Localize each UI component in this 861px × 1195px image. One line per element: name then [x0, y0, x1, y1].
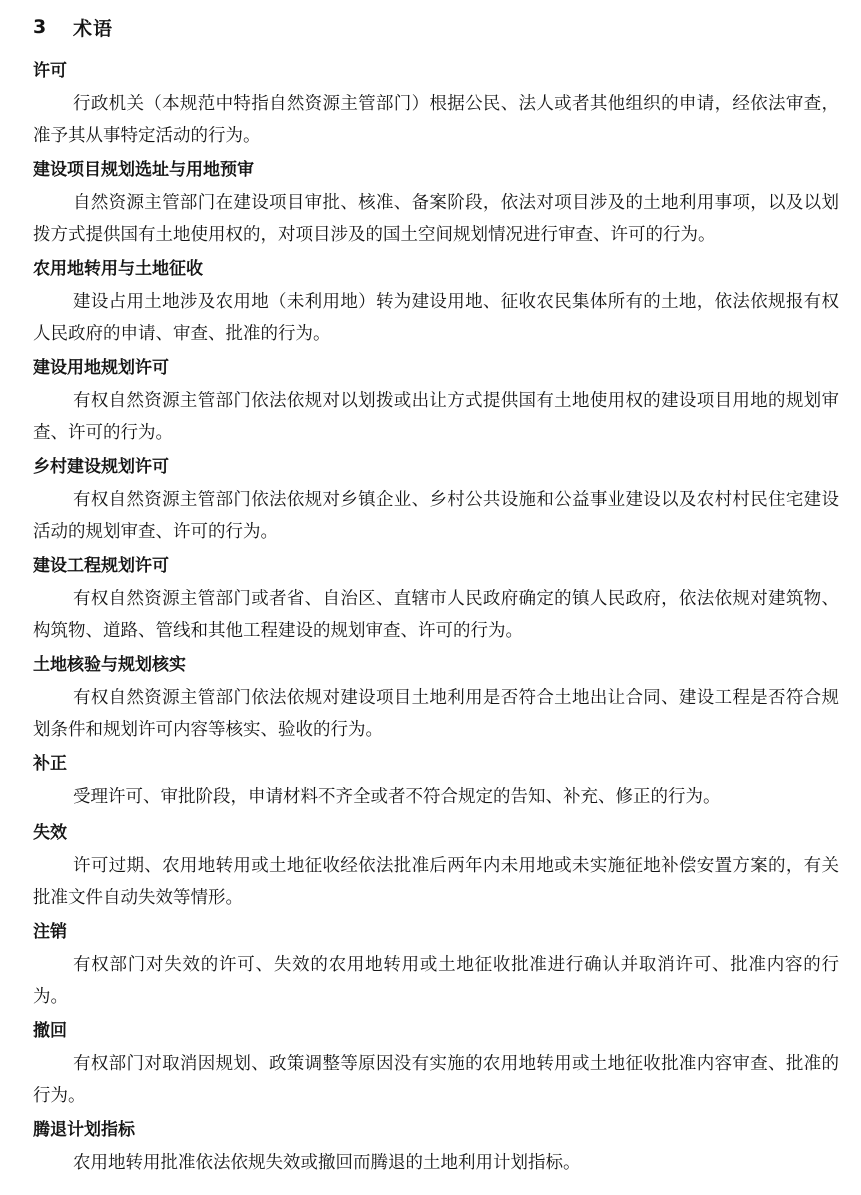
term-definition: 有权自然资源主管部门依法依规对建设项目土地利用是否符合土地出让合同、建设工程是否符合规划条件和规划许可内容等核实、验收的行为。: [33, 688, 839, 740]
section-title: 术语: [73, 17, 114, 40]
term-definition: 许可过期、农用地转用或土地征收经依法批准后两年内未用地或未实施征地补偿安置方案的，有关批准文件自动失效等情形。: [33, 856, 839, 908]
term-heading: 失效: [33, 823, 67, 843]
term-definition: 建设占用土地涉及农用地（未利用地）转为建设用地、征收农民集体所有的土地，依法依规报有权人民政府的申请、审查、批准的行为。: [33, 292, 839, 344]
term-heading: 腾退计划指标: [33, 1120, 135, 1140]
term-definition: 有权自然资源主管部门依法依规对乡镇企业、乡村公共设施和公益事业建设以及农村村民住宅建设活动的规划审查、许可的行为。: [33, 490, 839, 542]
term-heading: 土地核验与规划核实: [33, 655, 186, 675]
term-definition: 自然资源主管部门在建设项目审批、核准、备案阶段，依法对项目涉及的土地利用事项，以及以划拨方式提供国有土地使用权的，对项目涉及的国土空间规划情况进行审查、许可的行为。: [33, 193, 839, 245]
term-heading: 注销: [33, 922, 67, 942]
term-heading: 建设项目规划选址与用地预审: [33, 160, 254, 180]
term-definition: 有权自然资源主管部门或者省、自治区、直辖市人民政府确定的镇人民政府，依法依规对建筑物、构筑物、道路、管线和其他工程建设的规划审查、许可的行为。: [33, 589, 839, 641]
term-heading: 乡村建设规划许可: [33, 457, 169, 477]
term-heading: 建设用地规划许可: [33, 358, 169, 378]
term-definition: 行政机关（本规范中特指自然资源主管部门）根据公民、法人或者其他组织的申请，经依法审查，准予其从事特定活动的行为。: [33, 94, 839, 146]
term-heading: 农用地转用与土地征收: [33, 259, 203, 279]
term-heading: 建设工程规划许可: [33, 556, 169, 576]
term-definition: 受理许可、审批阶段，申请材料不齐全或者不符合规定的告知、补充、修正的行为。: [73, 787, 721, 807]
term-definition: 有权自然资源主管部门依法依规对以划拨或出让方式提供国有土地使用权的建设项目用地的规划审查、许可的行为。: [33, 391, 839, 443]
section-heading: [33, 14, 113, 40]
term-definition: 农用地转用批准依法依规失效或撤回而腾退的土地利用计划指标。: [73, 1153, 581, 1173]
term-heading: 许可: [33, 61, 67, 81]
term-definition: 有权部门对失效的许可、失效的农用地转用或土地征收批准进行确认并取消许可、批准内容的行为。: [33, 955, 839, 1007]
section-number: 3: [33, 16, 48, 38]
term-heading: 撤回: [33, 1021, 67, 1041]
term-definition: 有权部门对取消因规划、政策调整等原因没有实施的农用地转用或土地征收批准内容审查、批准的行为。: [33, 1054, 839, 1106]
term-heading: 补正: [33, 754, 67, 774]
